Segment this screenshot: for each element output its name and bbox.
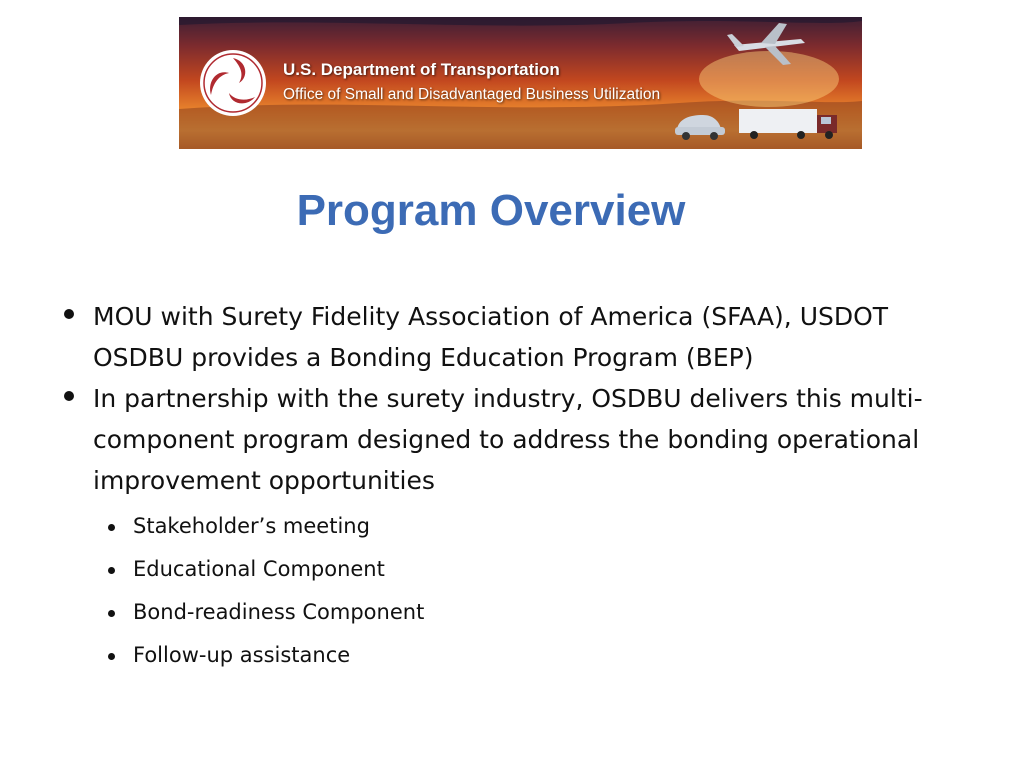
sub-bullet-text: Follow-up assistance xyxy=(133,643,351,667)
sub-bullet-text: Stakeholder’s meeting xyxy=(133,514,370,538)
banner-title: U.S. Department of Transportation xyxy=(283,60,560,79)
sub-bullet-item xyxy=(93,505,958,548)
bullet-item xyxy=(58,296,958,378)
sub-bullet-text: Educational Component xyxy=(133,557,385,581)
sub-bullet-item xyxy=(93,591,958,634)
sub-bullet-list xyxy=(58,505,958,677)
dot-logo xyxy=(199,49,267,117)
sub-bullet-dot-icon xyxy=(108,610,115,617)
bullet-text: MOU with Surety Fidelity Association of America (SFAA), USDOT OSDBU provides a Bonding Education Program (BEP) xyxy=(93,302,889,372)
header-banner xyxy=(179,17,862,149)
slide-content xyxy=(58,296,958,677)
sub-bullet-dot-icon xyxy=(108,567,115,574)
sub-bullet-item xyxy=(93,634,958,677)
sub-bullet-text: Bond-readiness Component xyxy=(133,600,425,624)
page-title: Program Overview xyxy=(296,186,686,235)
sub-bullet-item xyxy=(93,548,958,591)
bullet-text: In partnership with the surety industry, OSDBU delivers this multi-component program designed to address the bonding operational improvement opportunities xyxy=(93,384,923,495)
sub-bullet-dot-icon xyxy=(108,524,115,531)
banner-subtitle: Office of Small and Disadvantaged Business Utilization xyxy=(283,86,661,103)
bullet-dot-icon xyxy=(64,309,74,319)
bullet-dot-icon xyxy=(64,391,74,401)
bullet-item xyxy=(58,378,958,501)
sub-bullet-dot-icon xyxy=(108,653,115,660)
